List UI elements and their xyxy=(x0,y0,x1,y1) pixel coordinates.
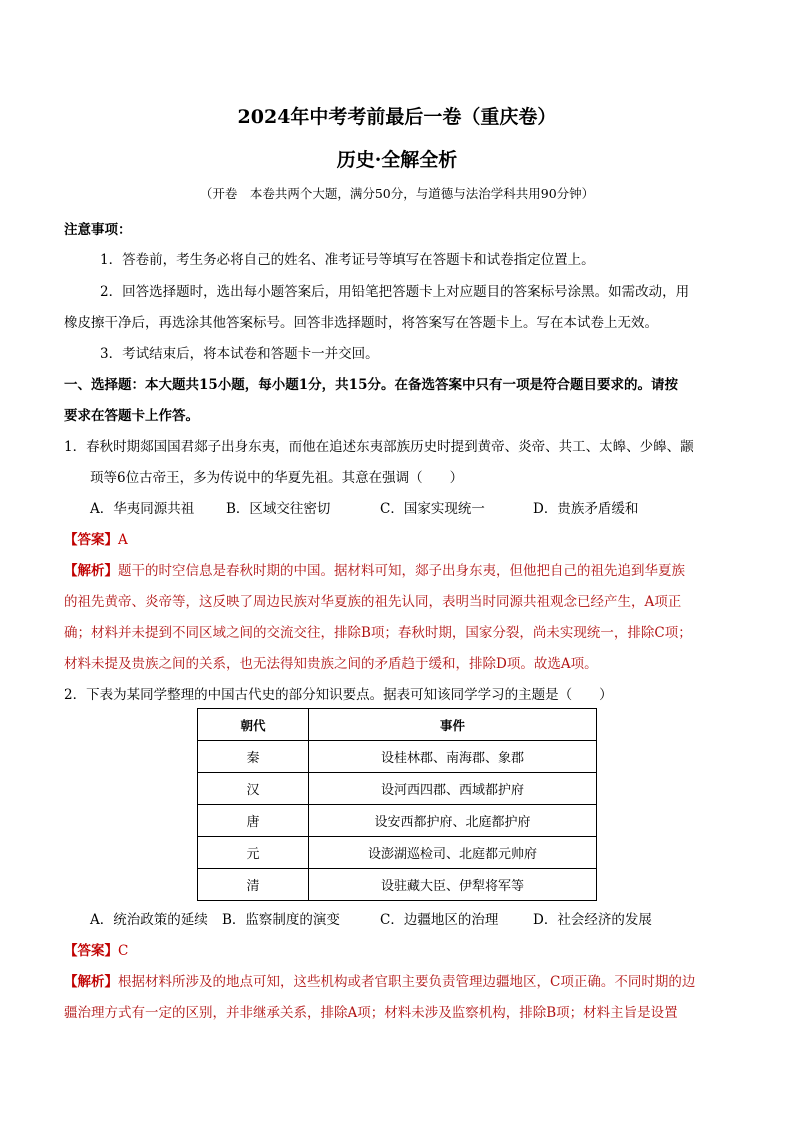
q1-option-a: A．华夷同源共祖 xyxy=(90,501,195,517)
q1-answer-tag: 【答案】 xyxy=(64,532,118,548)
q1-answer-value: A xyxy=(118,532,128,548)
q2-option-a: A．统治政策的延续 xyxy=(90,912,208,928)
q1-analysis-line-4: 材料未提及贵族之间的关系，也无法得知贵族之间的矛盾趋于缓和，排除D项。故选A项。 xyxy=(64,656,598,672)
section-1-heading-line-2: 要求在答题卡上作答。 xyxy=(64,408,199,424)
table-header-event: 事件 xyxy=(309,709,597,741)
table-cell-event: 设桂林郡、南海郡、象郡 xyxy=(309,741,597,773)
q2-answer-value: C xyxy=(118,943,129,959)
q1-analysis-line-1 xyxy=(64,559,685,579)
notice-item-3: 3．考试结束后，将本试卷和答题卡一并交回。 xyxy=(100,346,379,362)
q2-analysis-line-1 xyxy=(64,970,695,990)
table-cell-event: 设澎湖巡检司、北庭都元帅府 xyxy=(309,837,597,869)
table-row xyxy=(198,869,597,901)
notice-item-1: 1．答卷前，考生务必将自己的姓名、准考证号等填写在答题卡和试卷指定位置上。 xyxy=(100,252,595,268)
table-cell-dynasty: 秦 xyxy=(198,741,309,773)
q1-analysis-line-3: 确；材料并未提到不同区域之间的交流交往，排除B项；春秋时期，国家分裂，尚未实现统一，排除C项； xyxy=(64,625,692,641)
q2-option-c: C．边疆地区的治理 xyxy=(380,912,499,928)
table-header-row xyxy=(198,709,597,741)
notice-item-2-line-1: 2．回答选择题时，选出每小题答案后，用铅笔把答题卡上对应题目的答案标号涂黑。如需改动，用 xyxy=(100,284,690,300)
q1-analysis-line-2: 的祖先黄帝、炎帝等，这反映了周边民族对华夏族的祖先认同，表明当时同源共祖观念已经产生，A项正 xyxy=(64,594,682,610)
table-row xyxy=(198,837,597,869)
table-header-dynasty: 朝代 xyxy=(198,709,309,741)
q1-option-c: C．国家实现统一 xyxy=(380,501,485,517)
table-cell-dynasty: 汉 xyxy=(198,773,309,805)
exam-subtitle: 历史·全解全析 xyxy=(336,149,458,171)
notices-heading: 注意事项： xyxy=(64,222,132,238)
q2-analysis-tag: 【解析】 xyxy=(64,974,118,990)
q1-answer xyxy=(64,528,128,548)
section-1-heading-line-1: 一、选择题：本大题共15小题，每小题1分，共15分。在备选答案中只有一项是符合题目要求的。请按 xyxy=(64,377,678,393)
q1-analysis-tag: 【解析】 xyxy=(64,563,118,579)
q1-option-d: D．贵族矛盾缓和 xyxy=(533,501,639,517)
q2-stem: 2．下表为某同学整理的中国古代史的部分知识要点。据表可知该同学学习的主题是（ ） xyxy=(64,687,613,703)
q2-analysis-text-1: 根据材料所涉及的地点可知，这些机构或者官职主要负责管理边疆地区，C项正确。不同时期的边 xyxy=(118,974,696,990)
q1-stem-line-1: 1．春秋时期郯国国君郯子出身东夷，而他在追述东夷部族历史时提到黄帝、炎帝、共工、太皞、少皞、颛 xyxy=(64,439,694,455)
q2-answer xyxy=(64,939,128,959)
table-row xyxy=(198,741,597,773)
table-cell-dynasty: 元 xyxy=(198,837,309,869)
table-row xyxy=(198,773,597,805)
q1-stem-line-2: 顼等6位古帝王，多为传说中的华夏先祖。其意在强调（ ） xyxy=(90,470,464,486)
table-cell-dynasty: 唐 xyxy=(198,805,309,837)
q2-option-b: B．监察制度的演变 xyxy=(222,912,340,928)
q2-analysis-line-2: 疆治理方式有一定的区别，并非继承关系，排除A项；材料未涉及监察机构，排除B项；材料主旨是设置 xyxy=(64,1005,678,1021)
exam-title: 2024年中考考前最后一卷（重庆卷） xyxy=(237,106,557,128)
q2-knowledge-table xyxy=(197,708,597,901)
table-row xyxy=(198,805,597,837)
exam-note: （开卷 本卷共两个大题，满分50分，与道德与法治学科共用90分钟） xyxy=(199,186,595,201)
table-cell-event: 设河西四郡、西域都护府 xyxy=(309,773,597,805)
q2-option-d: D．社会经济的发展 xyxy=(533,912,652,928)
table-cell-event: 设安西都护府、北庭都护府 xyxy=(309,805,597,837)
q1-analysis-text-1: 题干的时空信息是春秋时期的中国。据材料可知，郯子出身东夷，但他把自己的祖先追到华夏族 xyxy=(118,563,685,579)
table-cell-dynasty: 清 xyxy=(198,869,309,901)
notice-item-2-line-2: 橡皮擦干净后，再选涂其他答案标号。回答非选择题时，将答案写在答题卡上。写在本试卷上无效。 xyxy=(64,315,658,331)
q2-answer-tag: 【答案】 xyxy=(64,943,118,959)
q1-option-b: B．区域交往密切 xyxy=(226,501,331,517)
table-cell-event: 设驻藏大臣、伊犁将军等 xyxy=(309,869,597,901)
